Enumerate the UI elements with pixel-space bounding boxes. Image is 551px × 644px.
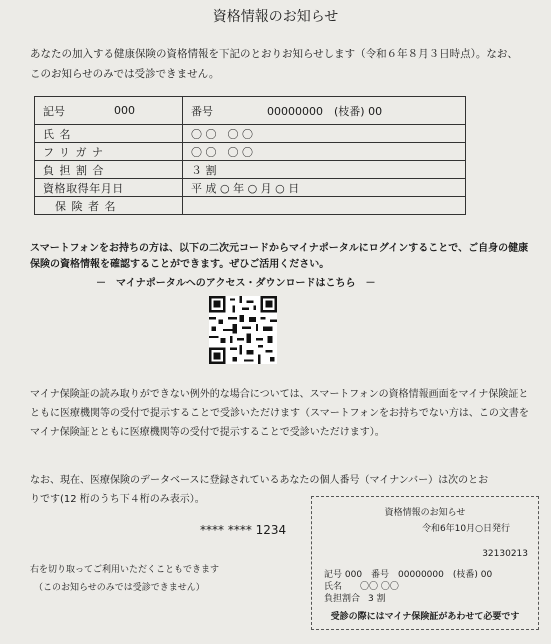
kigou-label: 記号 xyxy=(35,97,107,125)
card-issue-date: 令和6年10月○日発行 xyxy=(421,524,510,534)
bangou-label: 番号 xyxy=(183,97,260,125)
row-label-acquired-date: 資格取得年月日 xyxy=(35,179,183,197)
table-row xyxy=(35,179,466,197)
row-value-name: 〇 〇 〇 〇 xyxy=(183,125,466,143)
table-row xyxy=(35,143,466,161)
smartphone-note: スマートフォンをお持ちの方は、以下の二次元コードからマイナポータルにログインすることで、ご自身の健康保険の資格情報を確認することができます。ぜひご活用ください。 xyxy=(30,243,529,270)
bangou-value: 00000000 (枝番) 00 xyxy=(259,97,466,125)
cut-line-1: 右を切り取ってご利用いただくこともできます xyxy=(30,565,220,575)
qr-code-icon[interactable] xyxy=(209,296,277,364)
row-label-furigana: フリガナ xyxy=(35,143,183,161)
row-value-furigana: 〇 〇 〇 〇 xyxy=(183,143,466,161)
document-title: 資格情報のお知らせ xyxy=(212,9,339,25)
table-row xyxy=(35,97,466,125)
mynumber-value: **** **** 1234 xyxy=(200,523,287,537)
card-name-label: 氏名 xyxy=(324,582,343,592)
mynumber-paragraph: なお、現在、医療保険のデータベースに登録されているあなたの個人番号（マイナンバー）は次のとおりです(12 桁のうち下４桁のみ表示）。 xyxy=(30,475,489,505)
table-row xyxy=(35,197,466,215)
card-name-value: 〇〇 〇〇 xyxy=(360,582,399,592)
card-title: 資格情報のお知らせ xyxy=(384,508,466,518)
card-warning: 受診の際にはマイナ保険証があわせて必要です xyxy=(330,612,520,622)
card-row-id: 記号 000 番号 00000000 (枝番) 00 xyxy=(324,570,493,580)
cut-instructions xyxy=(30,561,219,597)
card-burden-value: 3 割 xyxy=(368,594,386,604)
row-label-name: 氏名 xyxy=(35,125,183,143)
row-value-burden: ３ 割 xyxy=(183,161,466,179)
kigou-value: 000 xyxy=(106,97,183,125)
row-label-insurer: 保険者名 xyxy=(35,197,183,215)
access-line: － マイナポータルへのアクセス・ダウンロードはこちら － xyxy=(96,278,376,289)
exception-paragraph: マイナ保険証の読み取りができない例外的な場合については、スマートフォンの資格情報画面をマイナ保険証とともに医療機関等の受付で提示することで受診いただけます（スマートフォンをお持ちでない方は、この文書をマイナ保険証とともに医療機関等の受付で提示することで受診いただけます）。 xyxy=(30,389,529,438)
card-burden-label: 負担割合 xyxy=(324,594,361,604)
row-value-insurer xyxy=(183,197,466,215)
row-value-acquired-date: 平 成 ○ 年 ○ 月 ○ 日 xyxy=(183,179,466,197)
table-row xyxy=(35,125,466,143)
table-row xyxy=(35,161,466,179)
intro-text: あなたの加入する健康保険の資格情報を下記のとおりお知らせします（令和６年８月３日時点）。なお、このお知らせのみでは受診できません。 xyxy=(30,48,518,80)
cut-line-2: （このお知らせのみでは受診できません） xyxy=(34,583,205,593)
cutout-card[interactable] xyxy=(311,496,539,630)
card-number: 32130213 xyxy=(482,549,528,559)
qualification-table xyxy=(34,96,466,215)
row-label-burden: 負担割合 xyxy=(35,161,183,179)
card-row-burden xyxy=(324,591,386,604)
